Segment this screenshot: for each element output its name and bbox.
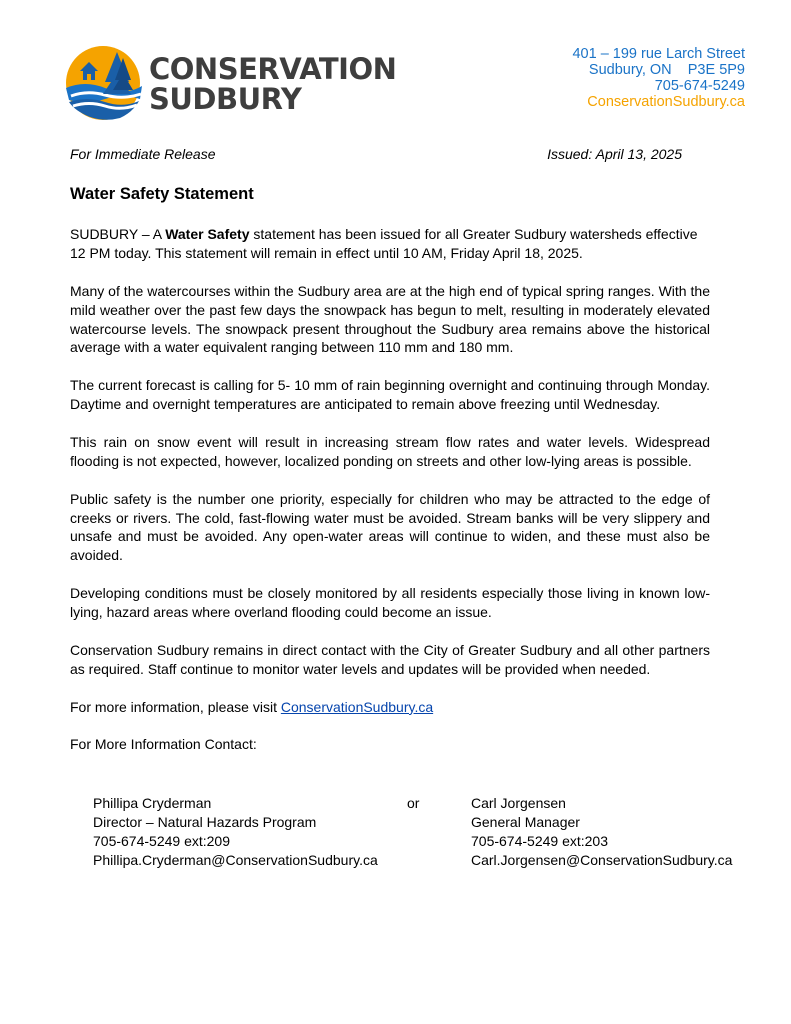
intro-prefix: SUDBURY – A [70,226,166,242]
or-label: or [407,795,420,811]
logo-line-1: CONSERVATION [149,52,397,86]
paragraph: Public safety is the number one priority, especially for children who may be attracted to the edge of creeks or rivers. The cold, fast-flowing water must be avoided. Stream banks will be very slippery and unsafe and must be avoided. Any open-water areas will continue to widen, and these must also be avoided. [70,490,710,564]
logo-line-2: SUDBURY [149,82,302,116]
more-info-text: For more information, please visit [70,698,281,715]
issued-date: Issued: April 13, 2025 [547,146,682,162]
contact-email: Phillipa.Cryderman@ConservationSudbury.ca [93,852,378,868]
address-street: 401 – 199 rue Larch Street [572,46,745,62]
release-label: For Immediate Release [70,146,216,162]
intro-bold: Water Safety [165,226,250,242]
address-phone: 705-674-5249 [654,78,745,94]
paragraph: Conservation Sudbury remains in direct contact with the City of Greater Sudbury and all other partners as required. Staff continue to monitor water levels and updates will be provided when needed. [70,641,710,677]
paragraph: This rain on snow event will result in increasing stream flow rates and water levels. Widespread flooding is not expected, however, localized ponding on streets and other low-lying areas is possible. [70,433,710,469]
statement-body [70,225,710,773]
contact-heading: For More Information Contact: [70,736,257,753]
website-link[interactable]: ConservationSudbury.ca [280,698,434,715]
contact-card [93,794,378,870]
contact-phone: 705-674-5249 ext:203 [471,833,608,849]
conservation-sudbury-logo [65,44,395,122]
address-city: Sudbury, ON P3E 5P9 [588,62,745,78]
contact-title: Director – Natural Hazards Program [93,814,317,830]
logo-wordmark [149,54,396,114]
paragraph: The current forecast is calling for 5- 10 mm of rain beginning overnight and continuing through Monday. Daytime and overnight temperatures are anticipated to remain above freezing until Wednesday. [70,377,710,413]
page-title: Water Safety Statement [70,185,254,203]
intro-suffix: statement has been issued for all Greater Sudbury watersheds effective 12 PM today. This statement will remain in effect until 10 AM, Friday April 18, 2025. [70,226,698,261]
contact-name: Phillipa Cryderman [93,795,212,811]
paragraph: Developing conditions must be closely monitored by all residents especially those living in known low-lying, hazard areas where overland flooding could become an issue. [70,585,710,621]
paragraph: Many of the watercourses within the Sudbury area are at the high end of typical spring ranges. With the mild weather over the past few days the snowpack has begun to melt, resulting in moderately elevated watercourse levels. The snowpack present throughout the Sudbury area remains above the historical average with a water equivalent ranging between 110 mm and 180 mm. [70,282,710,356]
logo-emblem-icon [65,44,145,122]
contact-name: Carl Jorgensen [471,795,566,811]
contact-card [471,794,732,870]
address-block [572,46,745,110]
contact-email: Carl.Jorgensen@ConservationSudbury.ca [471,852,733,868]
contact-title: General Manager [471,814,580,830]
intro-paragraph [70,225,710,263]
address-website: ConservationSudbury.ca [587,94,745,110]
more-info-line [70,698,710,717]
release-meta [70,146,682,162]
contact-phone: 705-674-5249 ext:209 [93,833,230,849]
